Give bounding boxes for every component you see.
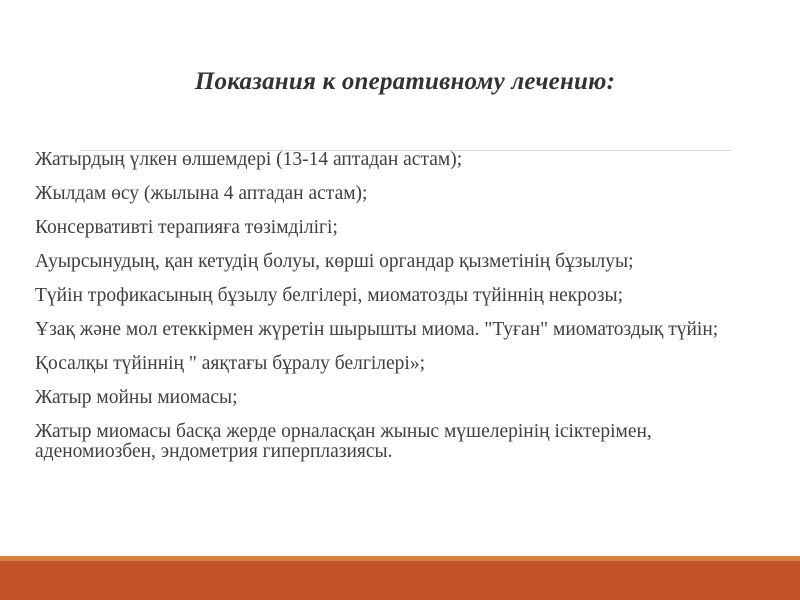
- list-item: Жатыр миомасы басқа жерде орналасқан жыныс мүшелерінің ісіктерімен, аденомиозбен, эндометрия гиперплазиясы.: [35, 421, 652, 462]
- list-item: Жатырдың үлкен өлшемдері (13-14 аптадан астам);: [35, 149, 463, 170]
- footer-accent-band: [0, 557, 800, 600]
- indications-list: [35, 150, 750, 476]
- list-item: Ауырсынудың, қан кетудің болуы, көрші органдар қызметінің бұзылуы;: [35, 251, 634, 272]
- list-item: Ұзақ және мол етеккірмен жүретін шырышты миома. "Туған" миоматоздық түйін;: [35, 319, 719, 340]
- slide-title: Показания к оперативному лечению:: [194, 68, 616, 95]
- list-item: Жылдам өсу (жылына 4 аптадан астам);: [35, 183, 368, 204]
- list-item: Жатыр мойны миомасы;: [35, 387, 238, 408]
- list-item: Консервативті терапияға төзімділігі;: [35, 217, 338, 238]
- footer-accent-highlight: [0, 556, 800, 561]
- list-item: Түйін трофикасының бұзылу белгілері, миоматозды түйіннің некрозы;: [35, 285, 623, 306]
- list-item: Қосалқы түйіннің " аяқтағы бұралу белгілері»;: [35, 353, 425, 374]
